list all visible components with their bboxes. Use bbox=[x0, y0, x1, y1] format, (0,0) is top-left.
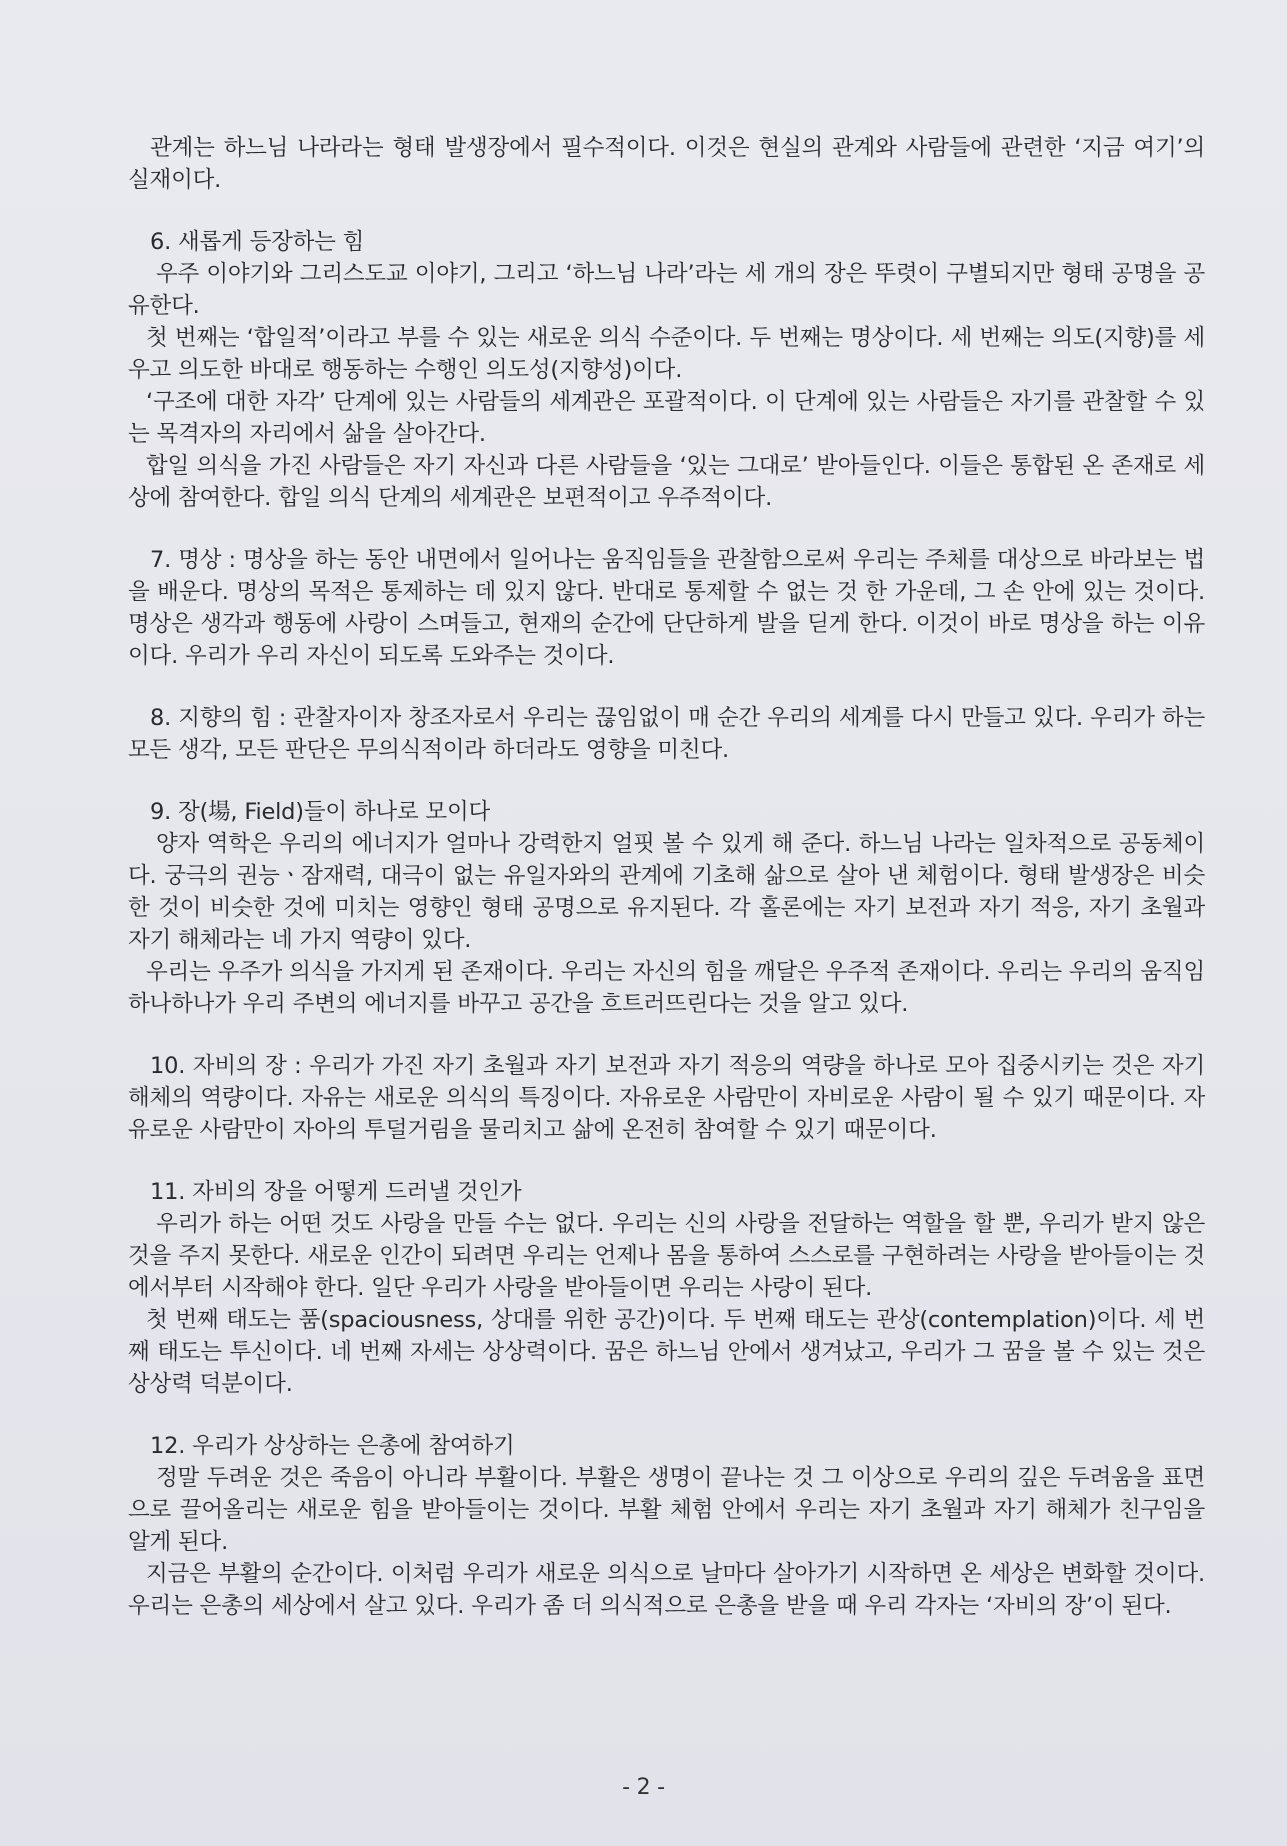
section-12 bbox=[128, 1430, 1205, 1622]
section-heading: 6. 새롭게 등장하는 힘 bbox=[150, 229, 365, 255]
section-paragraph: 8. 지향의 힘 : 관찰자이자 창조자로서 우리는 끊임없이 매 순간 우리의 세계를 다시 만들고 있다. 우리가 하는 모든 생각, 모든 판단은 무의식적이라 하더라도 영향을 미친다. bbox=[128, 705, 1205, 763]
section-paragraph: 첫 번째 태도는 품(spaciousness, 상대를 위한 공간)이다. 두 번째 태도는 관상(contemplation)이다. 세 번째 태도는 투신이다. 네 번째 자세는 상상력이다. 꿈은 하느님 안에서 생겨났고, 우리가 그 꿈을 볼 수 있는 것은 상상력 덕분이다. bbox=[128, 1307, 1205, 1397]
section-10 bbox=[128, 1050, 1205, 1146]
section-heading: 11. 자비의 장을 어떻게 드러낼 것인가 bbox=[150, 1179, 522, 1205]
section-9 bbox=[128, 796, 1205, 1020]
section-heading: 9. 장(場, Field)들이 하나로 모이다 bbox=[150, 799, 491, 825]
section-8 bbox=[128, 702, 1205, 766]
intro-block bbox=[128, 132, 1205, 196]
section-6 bbox=[128, 226, 1205, 514]
intro-paragraph: 관계는 하느님 나라라는 형태 발생장에서 필수적이다. 이것은 현실의 관계와 사람들에 관련한 ‘지금 여기’의 실재이다. bbox=[128, 135, 1205, 193]
page-number: - 2 - bbox=[622, 1775, 665, 1800]
section-paragraph: 합일 의식을 가진 사람들은 자기 자신과 다른 사람들을 ‘있는 그대로’ 받아들인다. 이들은 통합된 온 존재로 세상에 참여한다. 합일 의식 단계의 세계관은 보편적이고 우주적이다. bbox=[128, 453, 1205, 511]
section-paragraph: 양자 역학은 우리의 에너지가 얼마나 강력한지 얼핏 볼 수 있게 해 준다. 하느님 나라는 일차적으로 공동체이다. 궁극의 권능ㆍ잠재력, 대극이 없는 유일자와의 관계에 기초해 삶으로 살아 낸 체험이다. 형태 발생장은 비슷한 것이 비슷한 것에 미치는 영향인 형태 공명으로 유지된다. 각 홀론에는 자기 보전과 자기 적응, 자기 초월과 자기 해체라는 네 가지 역량이 있다. bbox=[128, 831, 1205, 953]
section-paragraph: 우리가 하는 어떤 것도 사랑을 만들 수는 없다. 우리는 신의 사랑을 전달하는 역할을 할 뿐, 우리가 받지 않은 것을 주지 못한다. 새로운 인간이 되려면 우리는 언제나 몸을 통하여 스스로를 구현하려는 사랑을 받아들이는 것에서부터 시작해야 한다. 일단 우리가 사랑을 받아들이면 우리는 사랑이 된다. bbox=[128, 1211, 1205, 1301]
section-7 bbox=[128, 544, 1205, 672]
section-heading: 12. 우리가 상상하는 은총에 참여하기 bbox=[150, 1433, 515, 1459]
section-paragraph: ‘구조에 대한 자각’ 단계에 있는 사람들의 세계관은 포괄적이다. 이 단계에 있는 사람들은 자기를 관찰할 수 있는 목격자의 자리에서 삶을 살아간다. bbox=[128, 389, 1205, 447]
section-paragraph: 지금은 부활의 순간이다. 이처럼 우리가 새로운 의식으로 날마다 살아가기 시작하면 온 세상은 변화할 것이다. 우리는 은총의 세상에서 살고 있다. 우리가 좀 더 의식적으로 은총을 받을 때 우리 각자는 ‘자비의 장’이 된다. bbox=[128, 1561, 1205, 1619]
section-paragraph: 우주 이야기와 그리스도교 이야기, 그리고 ‘하느님 나라’라는 세 개의 장은 뚜렷이 구별되지만 형태 공명을 공유한다. bbox=[128, 261, 1205, 319]
section-11 bbox=[128, 1176, 1205, 1400]
section-paragraph: 정말 두려운 것은 죽음이 아니라 부활이다. 부활은 생명이 끝나는 것 그 이상으로 우리의 깊은 두려움을 표면으로 끌어올리는 새로운 힘을 받아들이는 것이다. 부활 체험 안에서 우리는 자기 초월과 자기 해체가 친구임을 알게 된다. bbox=[128, 1465, 1205, 1555]
section-paragraph: 10. 자비의 장 : 우리가 가진 자기 초월과 자기 보전과 자기 적응의 역량을 하나로 모아 집중시키는 것은 자기 해체의 역량이다. 자유는 새로운 의식의 특징이다. 자유로운 사람만이 자비로운 사람이 될 수 있기 때문이다. 자유로운 사람만이 자아의 투덜거림을 물리치고 삶에 온전히 참여할 수 있기 때문이다. bbox=[128, 1053, 1205, 1143]
section-paragraph: 7. 명상 : 명상을 하는 동안 내면에서 일어나는 움직임들을 관찰함으로써 우리는 주체를 대상으로 바라보는 법을 배운다. 명상의 목적은 통제하는 데 있지 않다. 반대로 통제할 수 없는 것 한 가운데, 그 손 안에 있는 것이다. 명상은 생각과 행동에 사랑이 스며들고, 현재의 순간에 단단하게 발을 딛게 한다. 이것이 바로 명상을 하는 이유이다. 우리가 우리 자신이 되도록 도와주는 것이다. bbox=[128, 547, 1205, 669]
section-paragraph: 우리는 우주가 의식을 가지게 된 존재이다. 우리는 자신의 힘을 깨달은 우주적 존재이다. 우리는 우리의 움직임 하나하나가 우리 주변의 에너지를 바꾸고 공간을 흐트러뜨린다는 것을 알고 있다. bbox=[128, 959, 1205, 1017]
section-paragraph: 첫 번째는 ‘합일적’이라고 부를 수 있는 새로운 의식 수준이다. 두 번째는 명상이다. 세 번째는 의도(지향)를 세우고 의도한 바대로 행동하는 수행인 의도성(지향성)이다. bbox=[128, 325, 1205, 383]
